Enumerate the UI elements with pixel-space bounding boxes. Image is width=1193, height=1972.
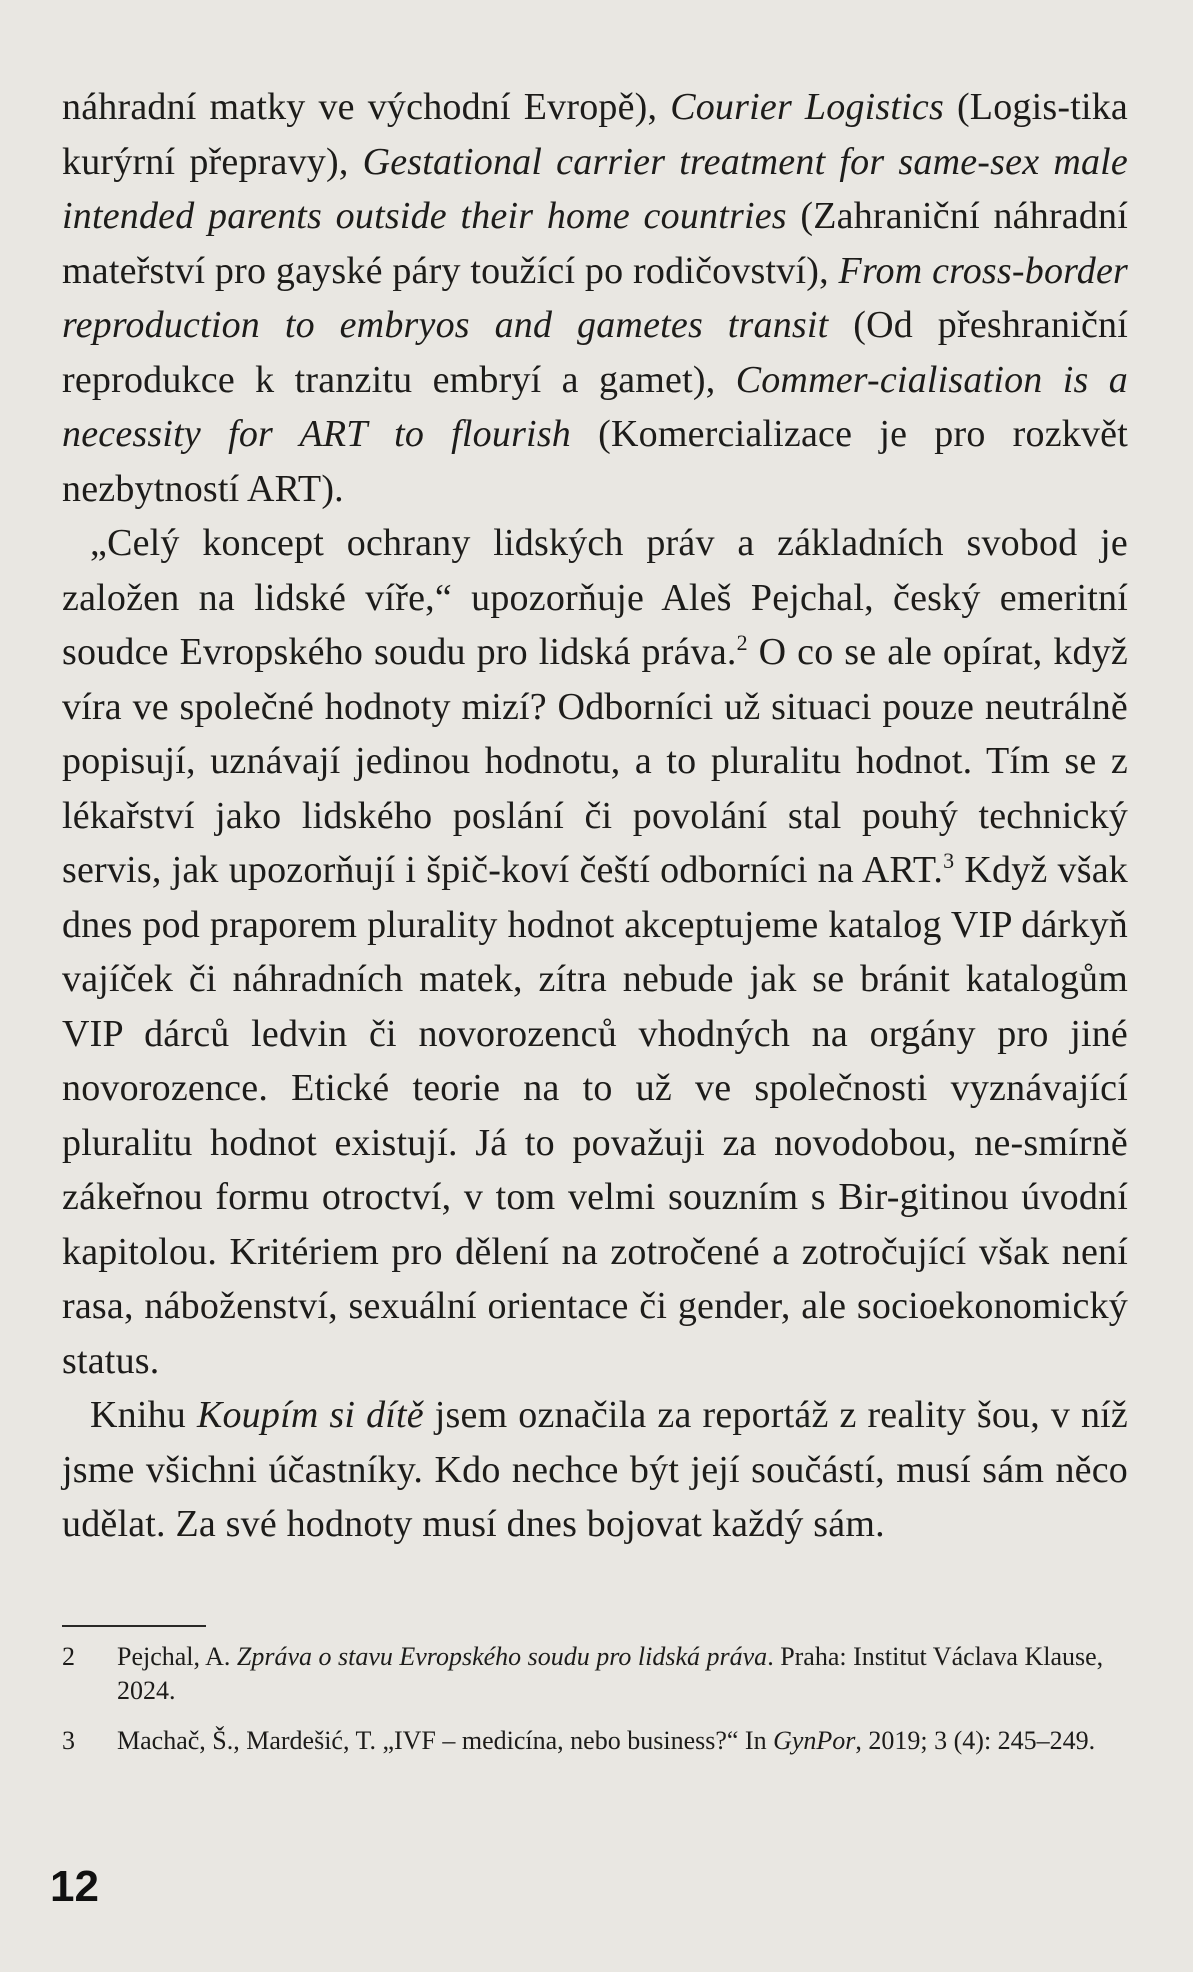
footnote-divider <box>62 1625 206 1627</box>
text-run: (Od přeshraniční reprodukce k tranzitu embryí a gamet), <box>62 304 1128 401</box>
text-run: (Zahraniční náhradní mateřství pro gayské páry toužící po rodičovství), <box>62 195 1128 292</box>
body-text <box>62 80 1128 1552</box>
footnote-number: 3 <box>62 1726 75 1755</box>
italic-title: Zpráva o stavu Evropského soudu pro lidská práva <box>236 1642 768 1671</box>
text-run: Když však dnes pod praporem plurality hodnot akceptujeme katalog VIP dárkyň vajíček či náhradních matek, zítra nebude jak se bránit katalogům VIP dárců ledvin či novorozenců vhodných na orgány pro jiné novorozence. Etické teorie na to už ve společnosti vyznávající pluralitu hodnot existují. Já to považuji za novodobou, ne-smírně zákeřnou formu otroctví, v tom velmi souzním s Bir-gitinou úvodní kapitolou. Kritériem pro dělení na zotročené a zotročující však není rasa, náboženství, sexuální orientace či gender, ale socioekonomický status. <box>62 849 1128 1382</box>
footnote-text <box>117 1640 1128 1708</box>
footnote-2 <box>62 1640 1128 1708</box>
text-run: Knihu <box>90 1394 197 1436</box>
paragraph-3 <box>62 1388 1128 1552</box>
footnote-3 <box>62 1724 1128 1758</box>
text-run: Machač, Š., Mardešić, T. „IVF – medicína, nebo business?“ In <box>117 1726 774 1755</box>
text-run: (Komercializace je pro rozkvět nezbytností ART). <box>62 413 1128 510</box>
italic-title: Commer-cialisation is a necessity for ART to flourish <box>62 358 1128 455</box>
footnote-ref: 2 <box>736 630 748 655</box>
footnote-number: 2 <box>62 1642 75 1671</box>
paragraph-1 <box>62 80 1128 516</box>
italic-title: Koupím si dítě <box>196 1394 424 1436</box>
footnote-ref: 3 <box>943 848 955 873</box>
text-run: . Praha: Institut Václava Klause, 2024. <box>117 1642 1104 1705</box>
text-run: (Logis-tika kurýrní přepravy), <box>62 86 1128 183</box>
text-run: jsem označila za reportáž z reality šou, v níž jsme všichni účastníky. Kdo nechce být její součástí, musí sám něco udělat. Za své hodnoty musí dnes bojovat každý sám. <box>62 1394 1128 1545</box>
text-run: náhradní matky ve východní Evropě), <box>62 86 671 128</box>
text-run: , 2019; 3 (4): 245–249. <box>855 1726 1096 1755</box>
italic-title: From cross-border reproduction to embryos and gametes transit <box>62 249 1128 346</box>
italic-title: GynPor <box>773 1726 856 1755</box>
paragraph-2 <box>62 516 1128 1388</box>
text-run: „Celý koncept ochrany lidských práv a základních svobod je založen na lidské víře,“ upozorňuje Aleš Pejchal, český emeritní soudce Evropského soudu pro lidská práva. <box>62 522 1128 673</box>
footnote-text <box>117 1724 1128 1758</box>
italic-title: Courier Logistics <box>670 86 944 128</box>
text-run: O co se ale opírat, když víra ve společné hodnoty mizí? Odborníci už situaci pouze neutrálně popisují, uznávají jedinou hodnotu, a to pluralitu hodnot. Tím se z lékařství jako lidského poslání či povolání stal pouhý technický servis, jak upozorňují i špič-koví čeští odborníci na ART. <box>62 631 1128 891</box>
footnotes <box>62 1640 1128 1774</box>
page-number: 12 <box>50 1862 99 1911</box>
italic-title: Gestational carrier treatment for same-sex male intended parents outside their home countries <box>62 140 1128 237</box>
text-run: Pejchal, A. <box>117 1642 237 1671</box>
